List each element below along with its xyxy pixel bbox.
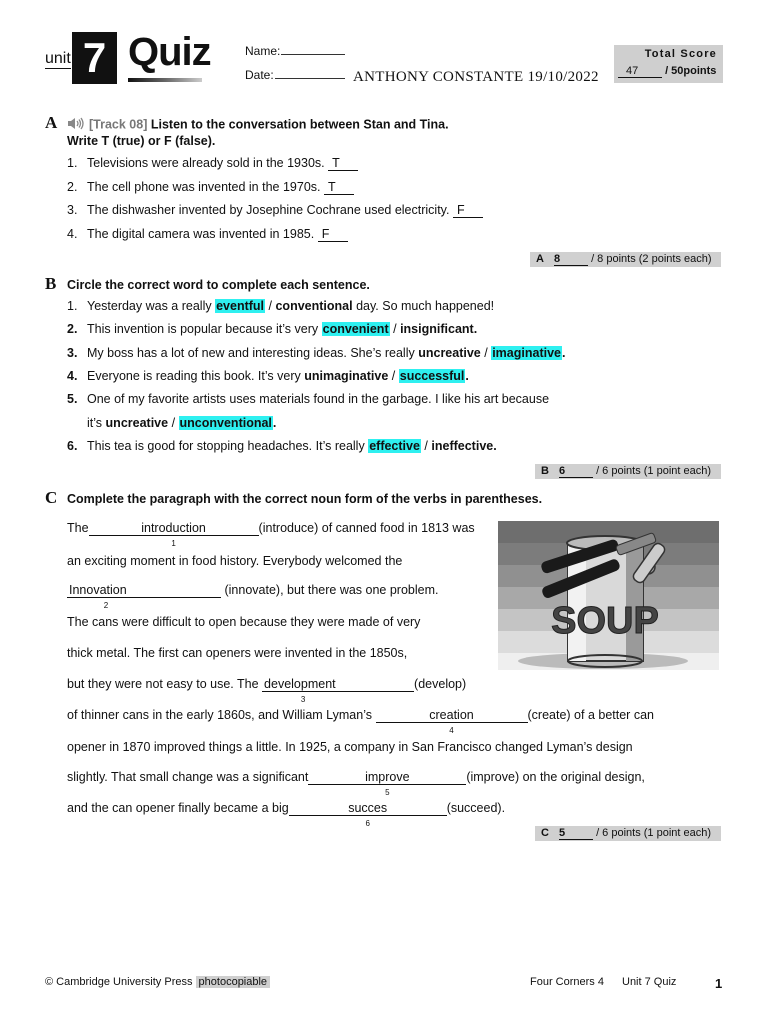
photocopiable-badge: photocopiable — [196, 976, 271, 988]
answer-a4[interactable]: F — [318, 227, 348, 242]
section-b-score-value[interactable]: 6 — [559, 465, 593, 478]
paragraph-line-10: and the can opener finally became a big succes 6 (succeed). — [67, 801, 506, 828]
option-b5-other[interactable]: uncreative — [105, 416, 169, 430]
section-c-score: C 5 / 6 points (1 point each) — [535, 826, 721, 841]
option-b5-selected[interactable]: unconventional — [179, 416, 272, 430]
section-b-item-2: 2. This invention is popular because it’s very convenient / insignificant. — [67, 322, 478, 336]
footer-quiz: Unit 7 Quiz — [622, 976, 677, 988]
paragraph-line-8: opener in 1870 improved things a little. In 1925, a company in San Francisco changed Lyman’s design — [67, 740, 633, 754]
section-a-instruction — [67, 117, 449, 133]
date-field[interactable] — [275, 78, 345, 79]
unit-number: 7 — [72, 32, 117, 84]
footer-copyright: © Cambridge University Press photocopiable — [45, 976, 270, 988]
answer-a1[interactable]: T — [328, 156, 358, 171]
section-c-instruction: Complete the paragraph with the correct noun form of the verbs in parentheses. — [67, 492, 543, 506]
answer-c5[interactable]: improve 5 — [308, 770, 466, 785]
paragraph-line-2: an exciting moment in food history. Everybody welcomed the — [67, 554, 403, 568]
soup-can-image — [498, 521, 719, 670]
track-label: [Track 08] — [89, 117, 148, 132]
answer-c1[interactable]: introduction 1 — [89, 521, 259, 536]
option-b3-selected[interactable]: imaginative — [492, 346, 561, 360]
paragraph-line-4: The cans were difficult to open because they were made of very — [67, 615, 421, 629]
section-a-score: A 8 / 8 points (2 points each) — [530, 252, 721, 267]
option-b6-selected[interactable]: effective — [369, 439, 420, 453]
date-label: Date: — [245, 68, 274, 82]
option-b1-selected[interactable]: eventful — [216, 299, 265, 313]
quiz-title-underline — [128, 78, 202, 82]
paragraph-line-1: The introduction 1 (introduce) of canned food in 1813 was — [67, 521, 475, 548]
unit-label: unit — [45, 50, 71, 67]
answer-c3[interactable]: development 3 — [262, 677, 414, 692]
total-score-box — [614, 45, 723, 83]
name-field[interactable] — [281, 54, 345, 55]
name-label: Name: — [245, 44, 281, 58]
total-score-value[interactable]: 47 — [618, 65, 662, 78]
section-a-score-value[interactable]: 8 — [554, 253, 588, 266]
section-a-item-3: 3. The dishwasher invented by Josephine Cochrane used electricity. F — [67, 203, 483, 218]
footer-book: Four Corners 4 — [530, 976, 604, 988]
section-c-letter: C — [45, 488, 58, 507]
handwritten-name-date: ANTHONY CONSTANTE 19/10/2022 — [353, 69, 599, 85]
paragraph-line-7: of thinner cans in the early 1860s, and William Lyman’s creation 4 (create) of a better can — [67, 708, 654, 735]
total-score-line — [618, 65, 719, 78]
total-score-suffix: / 50points — [665, 65, 717, 77]
answer-c2[interactable]: Innovation 2 — [67, 583, 221, 598]
option-b2-selected[interactable]: convenient — [322, 322, 389, 336]
paragraph-line-9: slightly. That small change was a significant improve 5 (improve) on the original design, — [67, 770, 645, 797]
page-number: 1 — [715, 976, 723, 991]
option-b4-selected[interactable]: successful — [399, 369, 465, 383]
section-b-item-5-line2: it’s uncreative / unconventional. — [87, 416, 277, 430]
section-a-instruction-1: Listen to the conversation between Stan and Tina. — [150, 117, 449, 132]
section-b-item-1: 1. Yesterday was a really eventful / conventional day. So much happened! — [67, 299, 495, 313]
section-a-instruction-2: Write T (true) or F (false). — [67, 134, 216, 148]
answer-c6[interactable]: succes 6 — [289, 801, 447, 816]
section-b-instruction: Circle the correct word to complete each sentence. — [67, 278, 370, 292]
section-a-letter: A — [45, 113, 58, 132]
option-b3-other[interactable]: uncreative — [418, 346, 481, 360]
section-c-score-value[interactable]: 5 — [559, 827, 593, 840]
answer-a2[interactable]: T — [324, 180, 354, 195]
section-b-letter: B — [45, 274, 57, 293]
paragraph-line-5: thick metal. The first can openers were invented in the 1850s, — [67, 646, 408, 660]
soup-can-label: SOUP — [551, 600, 659, 642]
section-b-score: B 6 / 6 points (1 point each) — [535, 464, 721, 479]
option-b1-other[interactable]: conventional — [275, 299, 353, 313]
option-b2-other[interactable]: insignificant. — [400, 322, 478, 336]
answer-a3[interactable]: F — [453, 203, 483, 218]
speaker-icon[interactable] — [67, 117, 85, 133]
section-b-item-5: 5. One of my favorite artists uses materials found in the garbage. I like his art because — [67, 392, 550, 406]
section-a-item-2: 2. The cell phone was invented in the 1970s. T — [67, 180, 354, 195]
section-b-item-6: 6. This tea is good for stopping headaches. It’s really effective / ineffective. — [67, 439, 497, 453]
section-a-item-1: 1. Televisions were already sold in the 1930s. T — [67, 156, 358, 171]
section-a-item-4: 4. The digital camera was invented in 1985. F — [67, 227, 348, 242]
unit-underline — [45, 68, 71, 69]
total-score-title: Total Score — [644, 48, 717, 60]
paragraph-line-3: Innovation 2 (innovate), but there was one problem. — [69, 583, 439, 610]
option-b4-other[interactable]: unimaginative — [304, 369, 389, 383]
section-b-item-4: 4. Everyone is reading this book. It’s very unimaginative / successful. — [67, 369, 469, 383]
section-b-item-3: 3. My boss has a lot of new and interesting ideas. She’s really uncreative / imaginative. — [67, 346, 566, 360]
answer-c4[interactable]: creation 4 — [376, 708, 528, 723]
paragraph-line-6: but they were not easy to use. The development 3 (develop) — [67, 677, 467, 704]
option-b6-other[interactable]: ineffective. — [431, 439, 497, 453]
quiz-title: Quiz — [128, 30, 211, 74]
